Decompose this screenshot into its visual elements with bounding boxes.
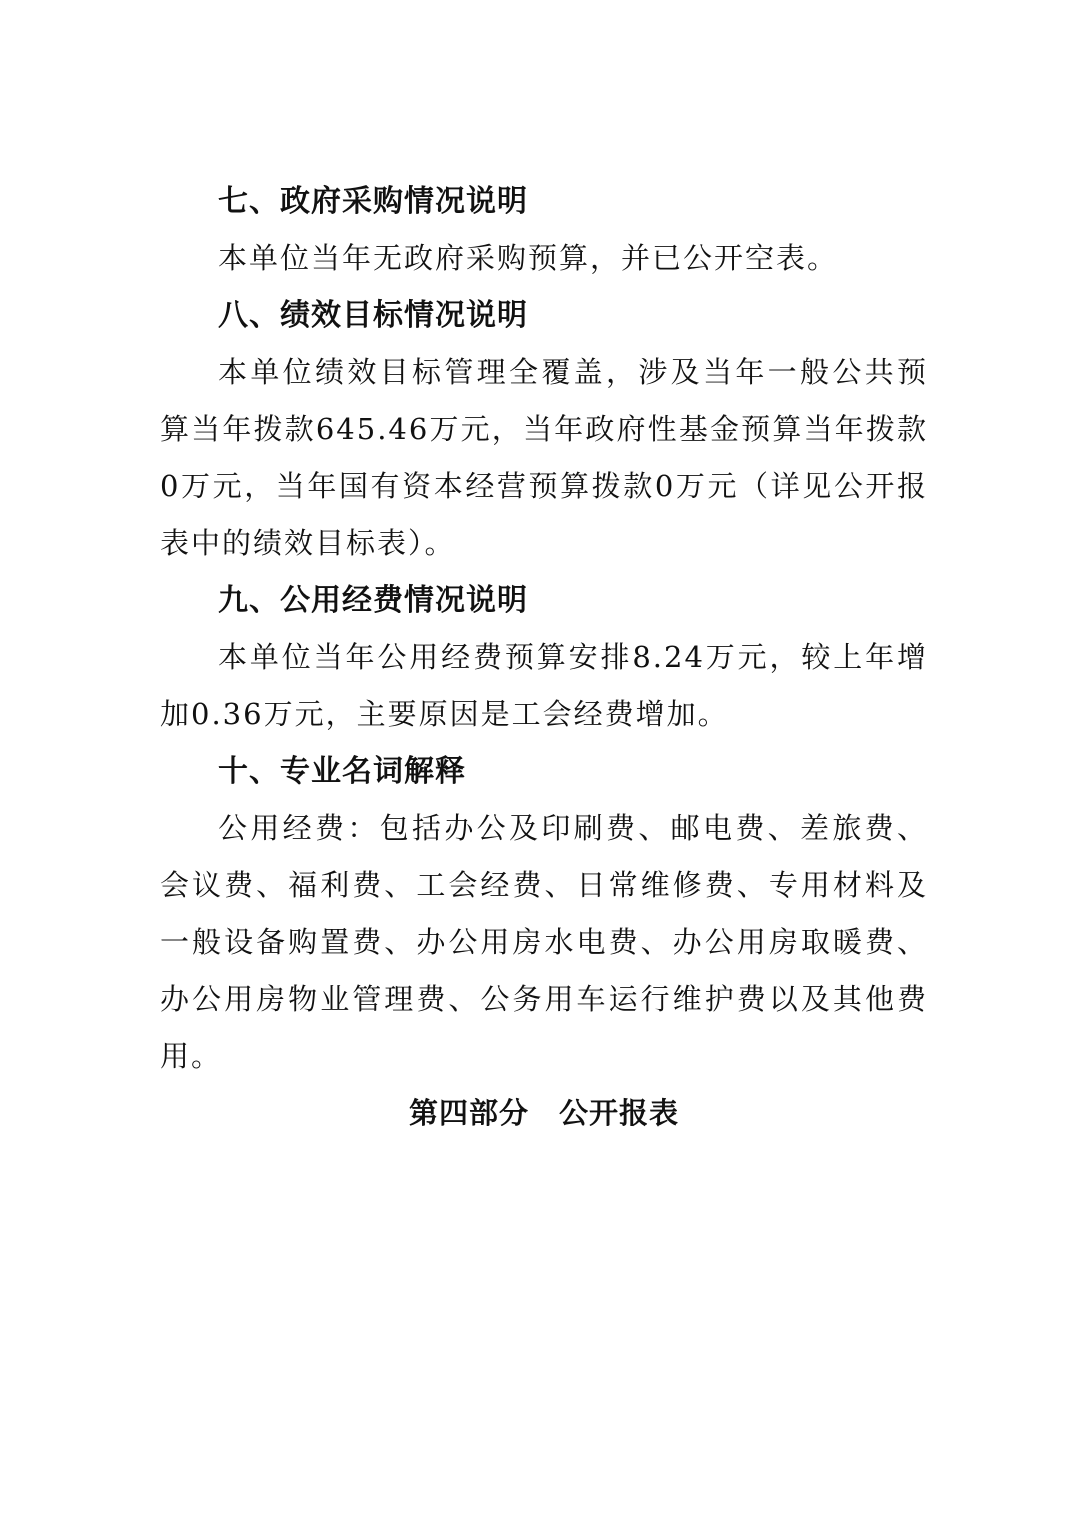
section-text-glossary: 公用经费：包括办公及印刷费、邮电费、差旅费、会议费、福利费、工会经费、日常维修费、专用材料及一般设备购置费、办公用房水电费、办公用房取暖费、办公用房物业管理费、公务用车运行维护费以及其他费用。: [160, 811, 928, 1073]
section-heading-public-funds: 九、公用经费情况说明: [218, 583, 528, 618]
section-heading-performance: 八、绩效目标情况说明: [218, 298, 528, 333]
part-four-title: 第四部分 公开报表: [408, 1096, 679, 1130]
section-text-public-funds: 本单位当年公用经费预算安排8.24万元，较上年增加0.36万元，主要原因是工会经费增加。: [160, 640, 928, 731]
document-body: [160, 173, 928, 1142]
section-heading-procurement: 七、政府采购情况说明: [218, 184, 528, 219]
section-text-procurement: 本单位当年无政府采购预算，并已公开空表。: [218, 241, 839, 275]
section-heading-glossary: 十、专业名词解释: [218, 754, 466, 789]
section-text-performance: 本单位绩效目标管理全覆盖，涉及当年一般公共预算当年拨款645.46万元，当年政府性基金预算当年拨款0万元，当年国有资本经营预算拨款0万元（详见公开报表中的绩效目标表）。: [160, 355, 928, 560]
